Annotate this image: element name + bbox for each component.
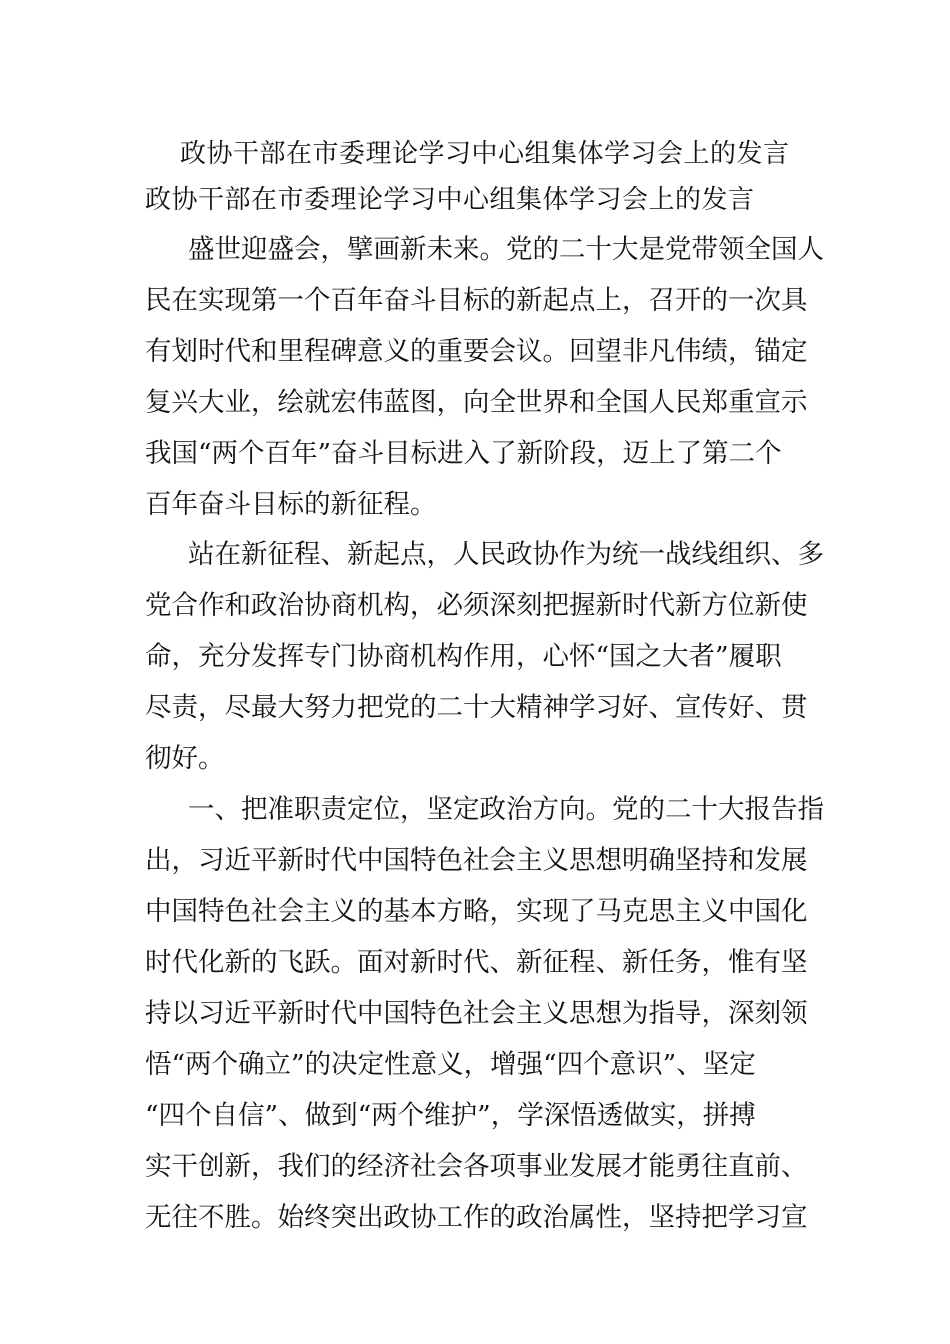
paragraph-3-line-8: 实干创新，我们的经济社会各项事业发展才能勇往直前、 (145, 1151, 808, 1182)
document-subtitle: 政协干部在市委理论学习中心组集体学习会上的发言 (145, 185, 755, 215)
paragraph-1-line-2: 民在实现第一个百年奋斗目标的新起点上，召开的一次具 (145, 285, 808, 316)
paragraph-2-line-1: 站在新征程、新起点，人民政协作为统一战线组织、多 (188, 539, 824, 570)
paragraph-1-line-3: 有划时代和里程碑意义的重要会议。回望非凡伟绩，锚定 (145, 336, 808, 367)
paragraph-3-line-6: 悟“两个确立”的决定性意义，增强“四个意识”、坚定 (145, 1049, 756, 1080)
paragraph-3-line-4: 时代化新的飞跃。面对新时代、新征程、新任务，惟有坚 (145, 947, 808, 978)
paragraph-3-line-1: 一、把准职责定位，坚定政治方向。党的二十大报告指 (188, 794, 824, 825)
paragraph-1-line-5: 我国“两个百年”奋斗目标进入了新阶段，迈上了第二个 (145, 438, 782, 469)
paragraph-2-line-3: 命，充分发挥专门协商机构作用，心怀“国之大者”履职 (145, 641, 782, 672)
paragraph-3-line-5: 持以习近平新时代中国特色社会主义思想为指导，深刻领 (145, 998, 808, 1029)
document-title: 政协干部在市委理论学习中心组集体学习会上的发言 (180, 139, 790, 169)
paragraph-1-line-4: 复兴大业，绘就宏伟蓝图，向全世界和全国人民郑重宣示 (145, 387, 808, 418)
paragraph-3-line-3: 中国特色社会主义的基本方略，实现了马克思主义中国化 (145, 896, 808, 927)
paragraph-3-line-7: “四个自信”、做到“两个维护”，学深悟透做实，拼搏 (145, 1100, 756, 1131)
paragraph-2-line-2: 党合作和政治协商机构，必须深刻把握新时代新方位新使 (145, 590, 808, 621)
paragraph-2-line-4: 尽责，尽最大努力把党的二十大精神学习好、宣传好、贯 (145, 692, 808, 723)
paragraph-1-line-1: 盛世迎盛会，擘画新未来。党的二十大是党带领全国人 (188, 234, 824, 265)
paragraph-3-line-9: 无往不胜。始终突出政协工作的政治属性，坚持把学习宣 (145, 1202, 808, 1233)
paragraph-2-line-5: 彻好。 (145, 743, 225, 774)
paragraph-1-line-6: 百年奋斗目标的新征程。 (145, 489, 437, 520)
paragraph-3-line-2: 出，习近平新时代中国特色社会主义思想明确坚持和发展 (145, 845, 808, 876)
